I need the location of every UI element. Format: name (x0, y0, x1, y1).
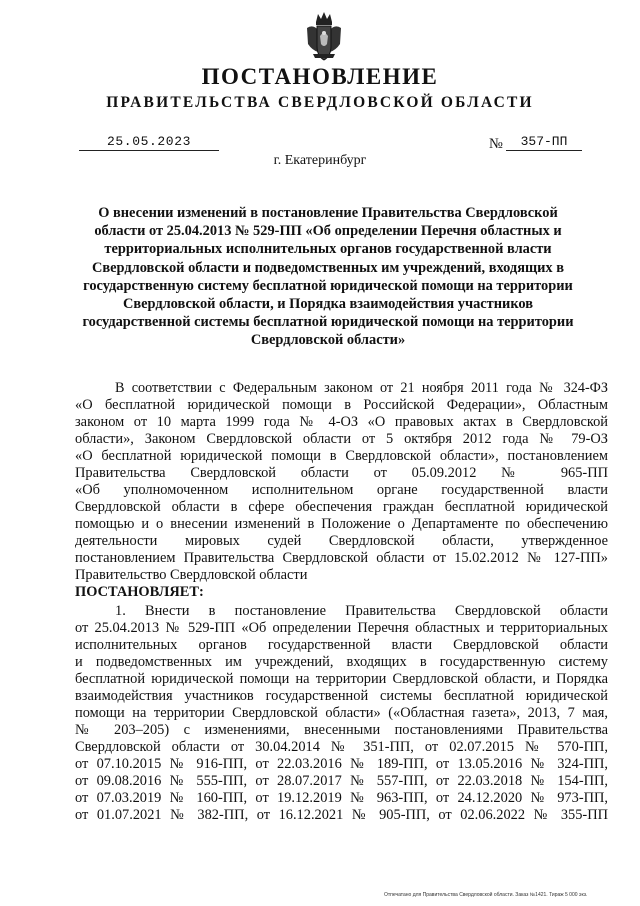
body-line: Правительство Свердловской области (75, 567, 308, 583)
body-line: от 01.07.2021 № 382-ПП, от 16.12.2021 № 905-ПП, от 02.06.2022 № 355-ПП (75, 807, 608, 823)
body-line: от 07.10.2015 № 916-ПП, от 22.03.2016 № 189-ПП, от 13.05.2016 № 324-ПП, (75, 756, 608, 772)
body-line: помощью и о внесении изменений в Положение о Департаменте по обеспечению (75, 516, 608, 532)
body-line: законом от 10 марта 1999 года № 4-ОЗ «О правовых актах в Свердловской (75, 414, 608, 430)
document-subtitle: ПРАВИТЕЛЬСТВА СВЕРДЛОВСКОЙ ОБЛАСТИ (106, 94, 534, 111)
body-line: 1. Внести в постановление Правительства Свердловской области (115, 603, 608, 619)
body-line: Свердловской области от 30.04.2014 № 351-ПП, от 02.07.2015 № 570-ПП, (75, 739, 608, 755)
body-line: от 07.03.2019 № 160-ПП, от 19.12.2019 № 963-ПП, от 24.12.2020 № 973-ПП, (75, 790, 608, 806)
body-line: взаимодействия участников государственной системы бесплатной юридической (75, 688, 608, 704)
document-date: 25.05.2023 (79, 134, 219, 151)
document-title: ПОСТАНОВЛЕНИЕ (201, 64, 439, 89)
body-line: бесплатной юридической помощи на территории Свердловской области, и Порядка (75, 671, 608, 687)
body-line: № 203–205) с изменениями, внесенными постановлениями Правительства (75, 722, 608, 738)
body-line: области», Законом Свердловской области от 5 октября 2012 года № 79-ОЗ (75, 431, 608, 447)
coat-of-arms-icon (303, 10, 345, 64)
body-line: В соответствии с Федеральным законом от 21 ноября 2011 года № 324-ФЗ (115, 380, 608, 396)
body-line: и подведомственных им учреждений, входящих в государственную систему (75, 654, 608, 670)
body-line: «Об уполномоченном исполнительном органе государственной власти (75, 482, 608, 498)
document-heading: О внесении изменений в постановление Правительства Свердловской области от 25.04.2013 № 529-ПП «Об определении Перечня областных и территориальных исполнительных органов государственной власти Свердловской области и подведомственных им учреждений, входящих в государственную систему бесплатной юридической помощи на территории Свердловской области, и Порядка взаимодействия участников государственной системы бесплатной юридической помощи на территории Свердловской области» (82, 205, 574, 349)
body-line: помощи на территории Свердловской области» («Областная газета», 2013, 7 мая, (75, 705, 608, 721)
resolution-word: ПОСТАНОВЛЯЕТ: (75, 584, 204, 600)
body-line: исполнительных органов государственной власти Свердловской области (75, 637, 608, 653)
body-line: «О бесплатной юридической помощи в Российской Федерации», Областным (75, 397, 608, 413)
body-line: постановлением Правительства Свердловской области от 15.02.2012 № 127-ПП» (75, 550, 608, 566)
coat-of-arms-emblem (303, 10, 345, 64)
body-line: от 25.04.2013 № 529-ПП «Об определении Перечня областных и территориальных (75, 620, 608, 636)
document-number: 357-ПП (506, 134, 582, 151)
city-line: г. Екатеринбург (273, 153, 367, 168)
print-imprint: Отпечатано для Правительства Свердловской области. Заказ №1421. Тираж 5 000 экз. (384, 892, 588, 898)
body-line: Правительства Свердловской области от 05.09.2012 № 965-ПП (75, 465, 608, 481)
body-line: деятельности мировых судей Свердловской области, утвержденное (75, 533, 608, 549)
number-sign: № (489, 136, 503, 152)
body-line: от 09.08.2016 № 555-ПП, от 28.07.2017 № 557-ПП, от 22.03.2018 № 154-ПП, (75, 773, 608, 789)
body-line: «О бесплатной юридической помощи в Свердловской области», постановлением (75, 448, 608, 464)
body-line: Свердловской области в сфере обеспечения граждан бесплатной юридической (75, 499, 608, 515)
